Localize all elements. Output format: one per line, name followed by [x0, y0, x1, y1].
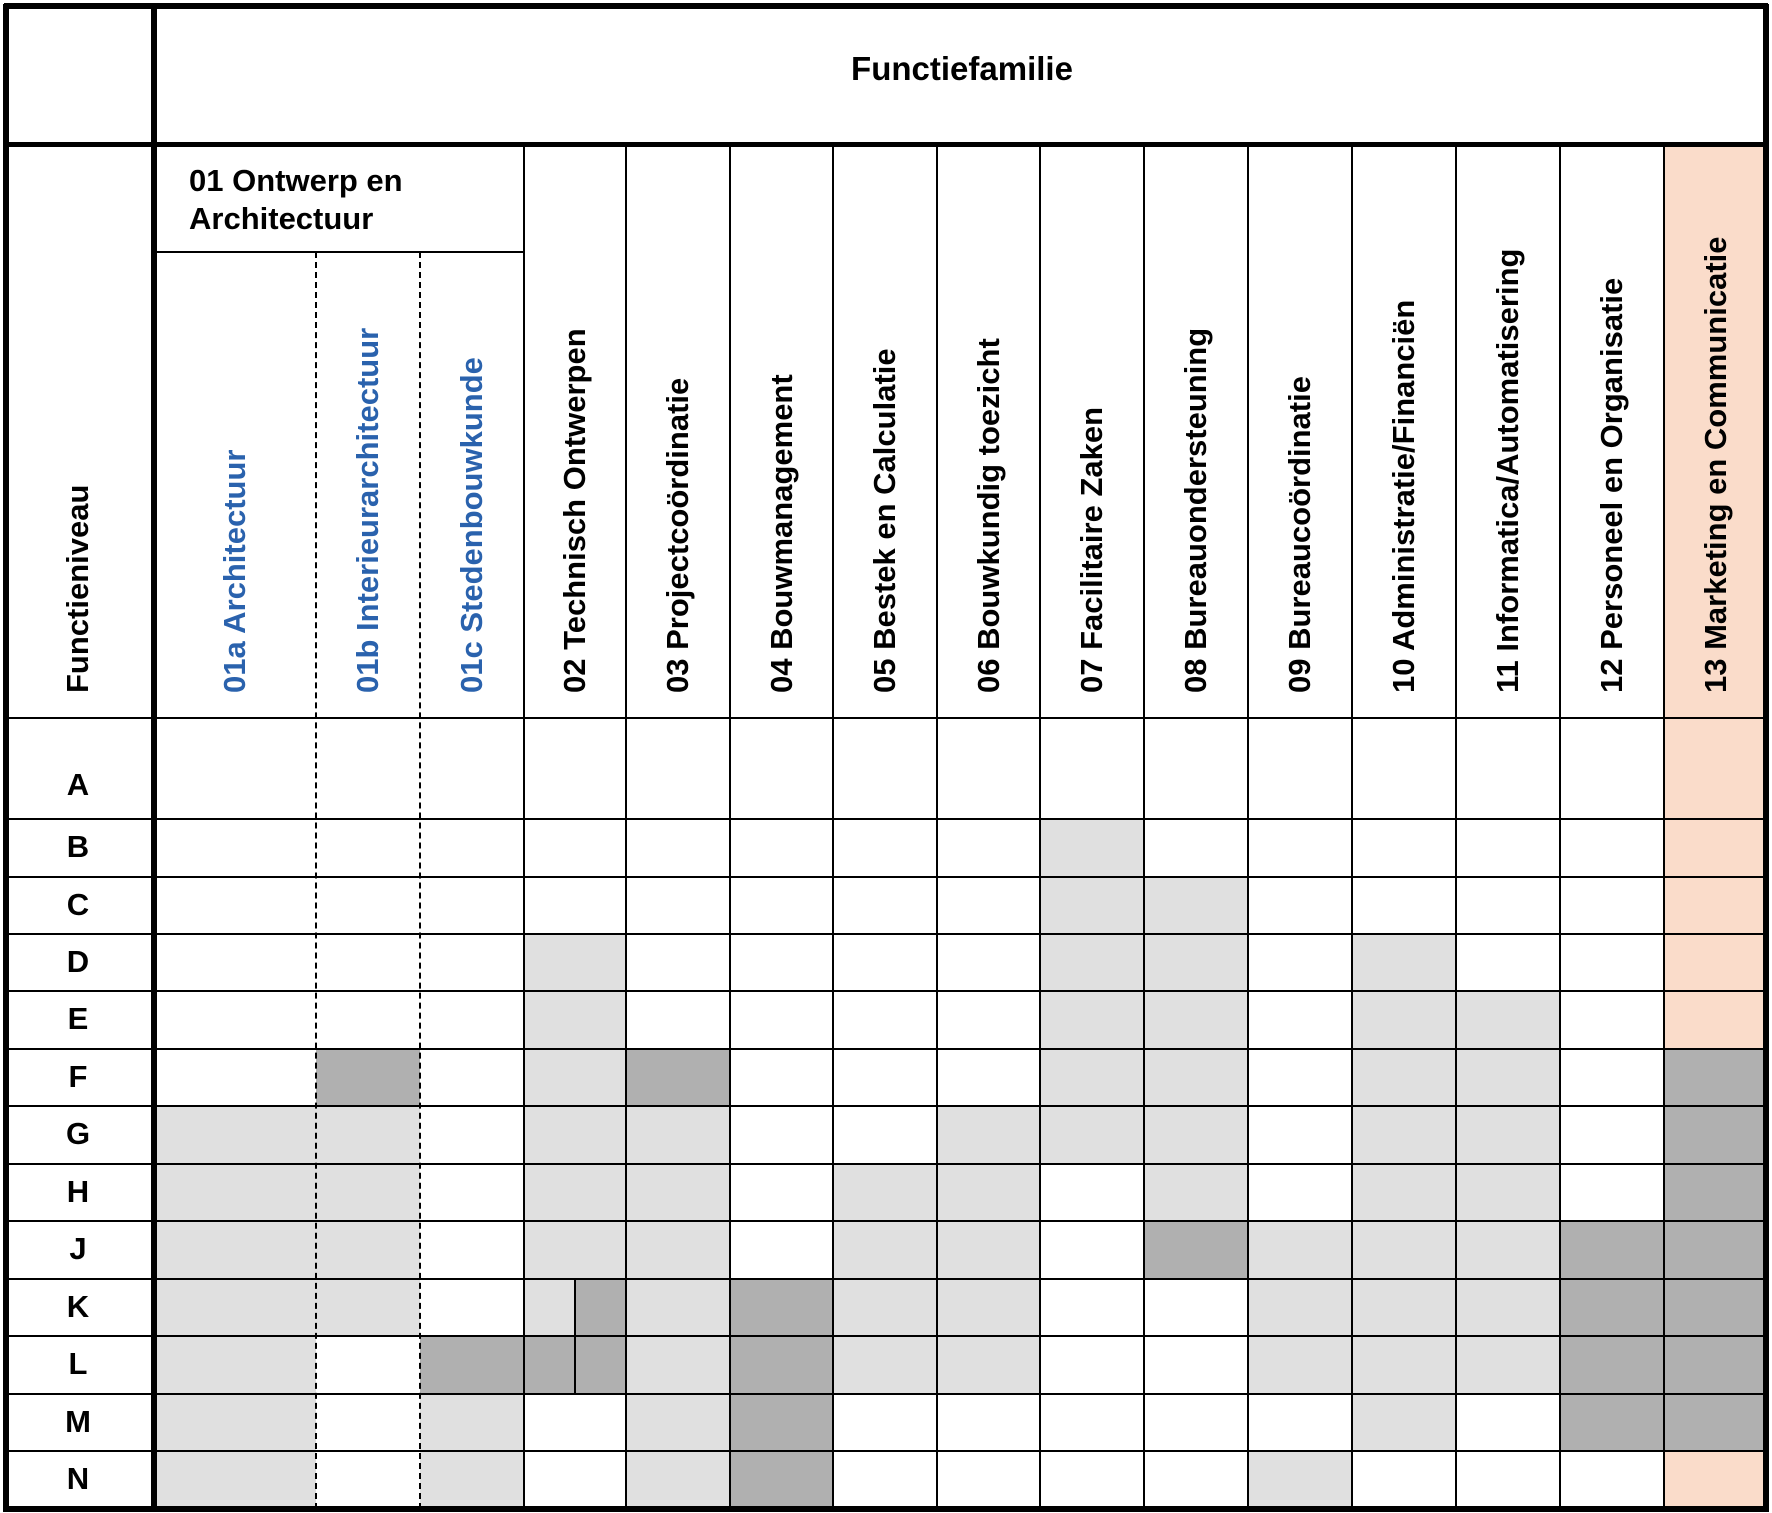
row-axis-label: Functieniveau: [60, 484, 95, 693]
column-header-11: 09 Bureaucoördinatie: [1282, 376, 1317, 693]
column-header-6: 04 Bouwmanagement: [763, 374, 799, 693]
row-label-D: D: [66, 943, 90, 979]
row-label-C: C: [66, 886, 90, 922]
column-header-14: 12 Personeel en Organisatie: [1594, 277, 1629, 693]
column-header-7: 05 Bestek en Calculatie: [867, 348, 902, 693]
row-label-L: L: [68, 1346, 88, 1381]
column-header-9: 07 Facilitaire Zaken: [1074, 406, 1109, 693]
column-header-10: 08 Bureauondersteuning: [1178, 327, 1213, 693]
group-header: [189, 162, 403, 238]
column-header-8: 06 Bouwkundig toezicht: [970, 338, 1006, 693]
matrix-title: Functiefamilie: [851, 50, 1073, 87]
column-header-1: 01a Architectuur: [217, 449, 252, 693]
column-header-12: 10 Administratie/Financiën: [1386, 299, 1421, 693]
row-label-K: K: [66, 1288, 90, 1324]
column-header-15: 13 Marketing en Communicatie: [1698, 236, 1733, 693]
row-label-F: F: [68, 1058, 88, 1094]
column-header-4: 02 Technisch Ontwerpen: [557, 328, 592, 693]
column-header-13: 11 Informatica/Automatisering: [1490, 248, 1525, 693]
row-label-G: G: [65, 1116, 91, 1151]
column-header-5: 03 Projectcoördinatie: [660, 377, 695, 693]
group-header-line1: 01 Ontwerp en: [189, 163, 403, 198]
row-label-E: E: [67, 1001, 89, 1036]
row-label-J: J: [69, 1231, 87, 1266]
column-header-3: 01c Stedenbouwkunde: [454, 357, 489, 693]
column-header-2: 01b Interieurarchitectuur: [350, 327, 385, 693]
row-label-A: A: [66, 767, 90, 802]
row-label-H: H: [66, 1173, 90, 1209]
row-label-N: N: [66, 1461, 90, 1496]
row-label-M: M: [65, 1403, 91, 1439]
row-label-B: B: [66, 829, 90, 864]
group-header-line2: Architectuur: [189, 201, 374, 236]
